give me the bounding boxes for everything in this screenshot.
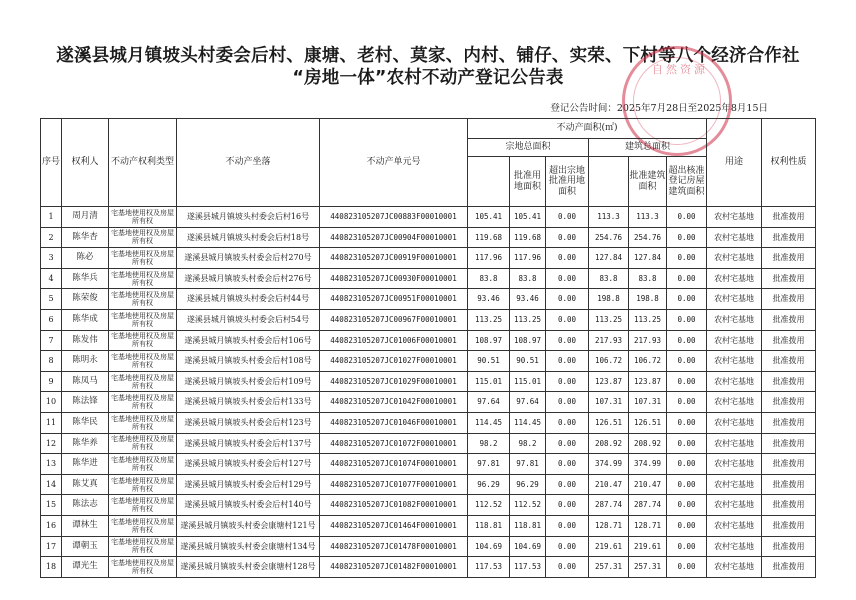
land-approved-area: 96.29	[510, 474, 546, 495]
building-area: 208.92	[589, 433, 629, 454]
land-excess-area: 0.00	[546, 536, 589, 557]
location: 遂溪县城月镇坡头村委会后村16号	[177, 207, 320, 228]
seal-text: 自然资源	[652, 63, 708, 76]
land-area: 117.53	[468, 557, 510, 578]
building-approved-area: 83.8	[629, 268, 667, 289]
right-type: 宅基地使用权及房屋所有权	[109, 392, 177, 413]
row-no: 2	[41, 227, 62, 248]
unit-number: 440823105207JC01478F00010001	[320, 536, 468, 557]
land-approved-area: 97.64	[510, 392, 546, 413]
right-nature: 批准拨用	[762, 515, 816, 536]
land-approved-area: 117.53	[510, 557, 546, 578]
unit-number: 440823105207JC01042F00010001	[320, 392, 468, 413]
building-area: 106.72	[589, 351, 629, 372]
building-approved-area: 257.31	[629, 557, 667, 578]
location: 遂溪县城月镇坡头村委会后村276号	[177, 268, 320, 289]
owner-name: 谭朝玉	[62, 536, 109, 557]
building-area: 83.8	[589, 268, 629, 289]
header-right-type: 不动产权利类型	[109, 119, 177, 207]
header-owner: 权利人	[62, 119, 109, 207]
right-type: 宅基地使用权及房屋所有权	[109, 371, 177, 392]
unit-number: 440823105207JC00904F00010001	[320, 227, 468, 248]
right-type: 宅基地使用权及房屋所有权	[109, 227, 177, 248]
building-approved-area: 106.72	[629, 351, 667, 372]
use-type: 农村宅基地	[707, 371, 762, 392]
building-approved-area: 374.99	[629, 454, 667, 475]
table-row	[41, 207, 816, 228]
row-no: 10	[41, 392, 62, 413]
header-land-approved: 批准用地面积	[510, 157, 546, 207]
unit-number: 440823105207JC00967F00010001	[320, 309, 468, 330]
right-nature: 批准拨用	[762, 330, 816, 351]
use-type: 农村宅基地	[707, 351, 762, 372]
land-area: 97.64	[468, 392, 510, 413]
header-land-total	[468, 157, 510, 207]
table-row	[41, 330, 816, 351]
land-area: 117.96	[468, 248, 510, 269]
right-nature: 批准拨用	[762, 412, 816, 433]
header-land-excess: 超出宗地批准用地面积	[546, 157, 589, 207]
use-type: 农村宅基地	[707, 227, 762, 248]
right-nature: 批准拨用	[762, 392, 816, 413]
building-approved-area: 128.71	[629, 515, 667, 536]
unit-number: 440823105207JC00930F00010001	[320, 268, 468, 289]
right-type: 宅基地使用权及房屋所有权	[109, 557, 177, 578]
registration-table	[40, 118, 816, 578]
building-approved-area: 113.25	[629, 309, 667, 330]
unit-number: 440823105207JC00951F00010001	[320, 289, 468, 310]
right-type: 宅基地使用权及房屋所有权	[109, 248, 177, 269]
building-excess-area: 0.00	[667, 289, 707, 310]
table-row	[41, 474, 816, 495]
building-approved-area: 217.93	[629, 330, 667, 351]
right-nature: 批准拨用	[762, 309, 816, 330]
table-row	[41, 433, 816, 454]
building-excess-area: 0.00	[667, 351, 707, 372]
owner-name: 周月清	[62, 207, 109, 228]
land-approved-area: 113.25	[510, 309, 546, 330]
building-excess-area: 0.00	[667, 433, 707, 454]
land-excess-area: 0.00	[546, 268, 589, 289]
row-no: 18	[41, 557, 62, 578]
land-approved-area: 105.41	[510, 207, 546, 228]
building-excess-area: 0.00	[667, 474, 707, 495]
use-type: 农村宅基地	[707, 248, 762, 269]
land-area: 105.41	[468, 207, 510, 228]
right-nature: 批准拨用	[762, 557, 816, 578]
building-area: 123.87	[589, 371, 629, 392]
land-excess-area: 0.00	[546, 433, 589, 454]
building-approved-area: 198.8	[629, 289, 667, 310]
unit-number: 440823105207JC01006F00010001	[320, 330, 468, 351]
row-no: 5	[41, 289, 62, 310]
location: 遂溪县城月镇坡头村委会后村137号	[177, 433, 320, 454]
row-no: 8	[41, 351, 62, 372]
right-nature: 批准拨用	[762, 227, 816, 248]
building-excess-area: 0.00	[667, 495, 707, 516]
building-area: 198.8	[589, 289, 629, 310]
building-approved-area: 210.47	[629, 474, 667, 495]
land-area: 115.01	[468, 371, 510, 392]
use-type: 农村宅基地	[707, 268, 762, 289]
location: 遂溪县城月镇坡头村委会后村109号	[177, 371, 320, 392]
table-row	[41, 454, 816, 475]
table-row	[41, 227, 816, 248]
right-type: 宅基地使用权及房屋所有权	[109, 351, 177, 372]
table-row	[41, 557, 816, 578]
land-excess-area: 0.00	[546, 557, 589, 578]
building-approved-area: 107.31	[629, 392, 667, 413]
table-row	[41, 515, 816, 536]
land-area: 93.46	[468, 289, 510, 310]
unit-number: 440823105207JC01074F00010001	[320, 454, 468, 475]
building-excess-area: 0.00	[667, 227, 707, 248]
land-excess-area: 0.00	[546, 474, 589, 495]
building-excess-area: 0.00	[667, 268, 707, 289]
header-building-total	[589, 157, 629, 207]
header-area-group: 不动产面积(㎡)	[468, 119, 707, 139]
right-type: 宅基地使用权及房屋所有权	[109, 268, 177, 289]
owner-name: 陈必	[62, 248, 109, 269]
right-type: 宅基地使用权及房屋所有权	[109, 454, 177, 475]
use-type: 农村宅基地	[707, 474, 762, 495]
owner-name: 陈华民	[62, 412, 109, 433]
land-area: 83.8	[468, 268, 510, 289]
land-excess-area: 0.00	[546, 454, 589, 475]
land-area: 90.51	[468, 351, 510, 372]
right-type: 宅基地使用权及房屋所有权	[109, 433, 177, 454]
right-type: 宅基地使用权及房屋所有权	[109, 474, 177, 495]
building-approved-area: 219.61	[629, 536, 667, 557]
owner-name: 谭光生	[62, 557, 109, 578]
table-row	[41, 392, 816, 413]
use-type: 农村宅基地	[707, 309, 762, 330]
land-area: 113.25	[468, 309, 510, 330]
building-excess-area: 0.00	[667, 515, 707, 536]
right-nature: 批准拨用	[762, 248, 816, 269]
owner-name: 陈明永	[62, 351, 109, 372]
building-approved-area: 287.74	[629, 495, 667, 516]
building-excess-area: 0.00	[667, 412, 707, 433]
land-excess-area: 0.00	[546, 207, 589, 228]
use-type: 农村宅基地	[707, 412, 762, 433]
building-area: 126.51	[589, 412, 629, 433]
right-nature: 批准拨用	[762, 371, 816, 392]
row-no: 11	[41, 412, 62, 433]
announcement-period: 登记公告时间：2025年7月28日至2025年8月15日	[550, 103, 768, 114]
building-excess-area: 0.00	[667, 371, 707, 392]
location: 遂溪县城月镇坡头村委会后村123号	[177, 412, 320, 433]
location: 遂溪县城月镇坡头村委会后村133号	[177, 392, 320, 413]
land-approved-area: 114.45	[510, 412, 546, 433]
unit-number: 440823105207JC01077F00010001	[320, 474, 468, 495]
land-excess-area: 0.00	[546, 227, 589, 248]
row-no: 1	[41, 207, 62, 228]
owner-name: 陈华杏	[62, 227, 109, 248]
land-approved-area: 108.97	[510, 330, 546, 351]
owner-name: 陈华进	[62, 454, 109, 475]
table-row	[41, 412, 816, 433]
land-excess-area: 0.00	[546, 309, 589, 330]
land-area: 118.81	[468, 515, 510, 536]
building-area: 127.84	[589, 248, 629, 269]
use-type: 农村宅基地	[707, 557, 762, 578]
row-no: 7	[41, 330, 62, 351]
header-building-approved: 批准建筑面积	[629, 157, 667, 207]
unit-number: 440823105207JC01082F00010001	[320, 495, 468, 516]
land-approved-area: 90.51	[510, 351, 546, 372]
owner-name: 谭林生	[62, 515, 109, 536]
owner-name: 陈发伟	[62, 330, 109, 351]
land-excess-area: 0.00	[546, 412, 589, 433]
land-area: 112.52	[468, 495, 510, 516]
land-approved-area: 93.46	[510, 289, 546, 310]
building-area: 128.71	[589, 515, 629, 536]
unit-number: 440823105207JC01046F00010001	[320, 412, 468, 433]
table-row	[41, 289, 816, 310]
right-type: 宅基地使用权及房屋所有权	[109, 289, 177, 310]
building-area: 257.31	[589, 557, 629, 578]
owner-name: 陈华养	[62, 433, 109, 454]
land-approved-area: 115.01	[510, 371, 546, 392]
land-approved-area: 98.2	[510, 433, 546, 454]
header-land-group: 宗地总面积	[468, 139, 589, 157]
row-no: 16	[41, 515, 62, 536]
right-nature: 批准拨用	[762, 268, 816, 289]
building-excess-area: 0.00	[667, 309, 707, 330]
right-nature: 批准拨用	[762, 454, 816, 475]
header-building-excess: 超出核准登记房屋建筑面积	[667, 157, 707, 207]
owner-name: 陈艾真	[62, 474, 109, 495]
land-excess-area: 0.00	[546, 495, 589, 516]
location: 遂溪县城月镇坡头村委会后村44号	[177, 289, 320, 310]
building-area: 254.76	[589, 227, 629, 248]
land-approved-area: 83.8	[510, 268, 546, 289]
land-approved-area: 119.68	[510, 227, 546, 248]
row-no: 15	[41, 495, 62, 516]
header-location: 不动产坐落	[177, 119, 320, 207]
right-type: 宅基地使用权及房屋所有权	[109, 207, 177, 228]
building-excess-area: 0.00	[667, 330, 707, 351]
building-approved-area: 254.76	[629, 227, 667, 248]
land-excess-area: 0.00	[546, 289, 589, 310]
header-unit-no: 不动产单元号	[320, 119, 468, 207]
table-row	[41, 268, 816, 289]
location: 遂溪县城月镇坡头村委会后村54号	[177, 309, 320, 330]
right-type: 宅基地使用权及房屋所有权	[109, 536, 177, 557]
header-no: 序号	[41, 119, 62, 207]
right-type: 宅基地使用权及房屋所有权	[109, 330, 177, 351]
page-title-line1: 遂溪县城月镇坡头村委会后村、康塘、老村、莫家、内村、铺仔、实荣、下村等八个经济合作社	[56, 46, 800, 66]
unit-number: 440823105207JC01072F00010001	[320, 433, 468, 454]
row-no: 12	[41, 433, 62, 454]
unit-number: 440823105207JC01464F00010001	[320, 515, 468, 536]
header-building-group: 建筑总面积	[589, 139, 707, 157]
row-no: 14	[41, 474, 62, 495]
location: 遂溪县城月镇坡头村委会后村127号	[177, 454, 320, 475]
land-excess-area: 0.00	[546, 371, 589, 392]
unit-number: 440823105207JC01029F00010001	[320, 371, 468, 392]
row-no: 6	[41, 309, 62, 330]
land-excess-area: 0.00	[546, 330, 589, 351]
location: 遂溪县城月镇坡头村委会后村270号	[177, 248, 320, 269]
table-row	[41, 536, 816, 557]
owner-name: 陈华成	[62, 309, 109, 330]
building-area: 210.47	[589, 474, 629, 495]
location: 遂溪县城月镇坡头村委会后村140号	[177, 495, 320, 516]
land-approved-area: 112.52	[510, 495, 546, 516]
land-area: 96.29	[468, 474, 510, 495]
use-type: 农村宅基地	[707, 207, 762, 228]
use-type: 农村宅基地	[707, 330, 762, 351]
building-area: 287.74	[589, 495, 629, 516]
right-nature: 批准拨用	[762, 536, 816, 557]
row-no: 3	[41, 248, 62, 269]
row-no: 9	[41, 371, 62, 392]
land-excess-area: 0.00	[546, 248, 589, 269]
building-excess-area: 0.00	[667, 248, 707, 269]
use-type: 农村宅基地	[707, 495, 762, 516]
land-area: 114.45	[468, 412, 510, 433]
land-excess-area: 0.00	[546, 392, 589, 413]
right-nature: 批准拨用	[762, 289, 816, 310]
location: 遂溪县城月镇坡头村委会康塘村121号	[177, 515, 320, 536]
building-area: 374.99	[589, 454, 629, 475]
building-approved-area: 123.87	[629, 371, 667, 392]
unit-number: 440823105207JC01027F00010001	[320, 351, 468, 372]
table-row	[41, 495, 816, 516]
building-approved-area: 208.92	[629, 433, 667, 454]
location: 遂溪县城月镇坡头村委会康塘村128号	[177, 557, 320, 578]
building-approved-area: 126.51	[629, 412, 667, 433]
building-area: 219.61	[589, 536, 629, 557]
building-area: 113.25	[589, 309, 629, 330]
right-type: 宅基地使用权及房屋所有权	[109, 309, 177, 330]
right-nature: 批准拨用	[762, 351, 816, 372]
right-nature: 批准拨用	[762, 474, 816, 495]
right-type: 宅基地使用权及房屋所有权	[109, 515, 177, 536]
row-no: 17	[41, 536, 62, 557]
building-excess-area: 0.00	[667, 536, 707, 557]
use-type: 农村宅基地	[707, 454, 762, 475]
location: 遂溪县城月镇坡头村委会后村18号	[177, 227, 320, 248]
use-type: 农村宅基地	[707, 392, 762, 413]
building-excess-area: 0.00	[667, 207, 707, 228]
location: 遂溪县城月镇坡头村委会后村108号	[177, 351, 320, 372]
location: 遂溪县城月镇坡头村委会后村129号	[177, 474, 320, 495]
table-row	[41, 351, 816, 372]
land-area: 97.81	[468, 454, 510, 475]
right-type: 宅基地使用权及房屋所有权	[109, 412, 177, 433]
land-area: 119.68	[468, 227, 510, 248]
building-area: 113.3	[589, 207, 629, 228]
right-nature: 批准拨用	[762, 495, 816, 516]
use-type: 农村宅基地	[707, 536, 762, 557]
unit-number: 440823105207JC00919F00010001	[320, 248, 468, 269]
owner-name: 陈法志	[62, 495, 109, 516]
use-type: 农村宅基地	[707, 289, 762, 310]
building-excess-area: 0.00	[667, 392, 707, 413]
owner-name: 陈荣俊	[62, 289, 109, 310]
row-no: 4	[41, 268, 62, 289]
land-area: 108.97	[468, 330, 510, 351]
land-area: 104.69	[468, 536, 510, 557]
right-type: 宅基地使用权及房屋所有权	[109, 495, 177, 516]
use-type: 农村宅基地	[707, 433, 762, 454]
header-nature: 权利性质	[762, 119, 816, 207]
location: 遂溪县城月镇坡头村委会康塘村134号	[177, 536, 320, 557]
right-nature: 批准拨用	[762, 207, 816, 228]
table-row	[41, 309, 816, 330]
right-nature: 批准拨用	[762, 433, 816, 454]
building-area: 217.93	[589, 330, 629, 351]
land-approved-area: 117.96	[510, 248, 546, 269]
location: 遂溪县城月镇坡头村委会后村106号	[177, 330, 320, 351]
owner-name: 陈法锋	[62, 392, 109, 413]
building-approved-area: 127.84	[629, 248, 667, 269]
building-excess-area: 0.00	[667, 557, 707, 578]
land-excess-area: 0.00	[546, 515, 589, 536]
building-excess-area: 0.00	[667, 454, 707, 475]
page-title-line2: “房地一体”农村不动产登记公告表	[292, 68, 564, 88]
owner-name: 陈凤马	[62, 371, 109, 392]
land-approved-area: 104.69	[510, 536, 546, 557]
land-approved-area: 97.81	[510, 454, 546, 475]
land-approved-area: 118.81	[510, 515, 546, 536]
land-area: 98.2	[468, 433, 510, 454]
building-approved-area: 113.3	[629, 207, 667, 228]
unit-number: 440823105207JC01482F00010001	[320, 557, 468, 578]
row-no: 13	[41, 454, 62, 475]
table-row	[41, 371, 816, 392]
unit-number: 440823105207JC00883F00010001	[320, 207, 468, 228]
land-excess-area: 0.00	[546, 351, 589, 372]
table-row	[41, 248, 816, 269]
owner-name: 陈华兵	[62, 268, 109, 289]
header-use: 用途	[707, 119, 762, 207]
building-area: 107.31	[589, 392, 629, 413]
use-type: 农村宅基地	[707, 515, 762, 536]
